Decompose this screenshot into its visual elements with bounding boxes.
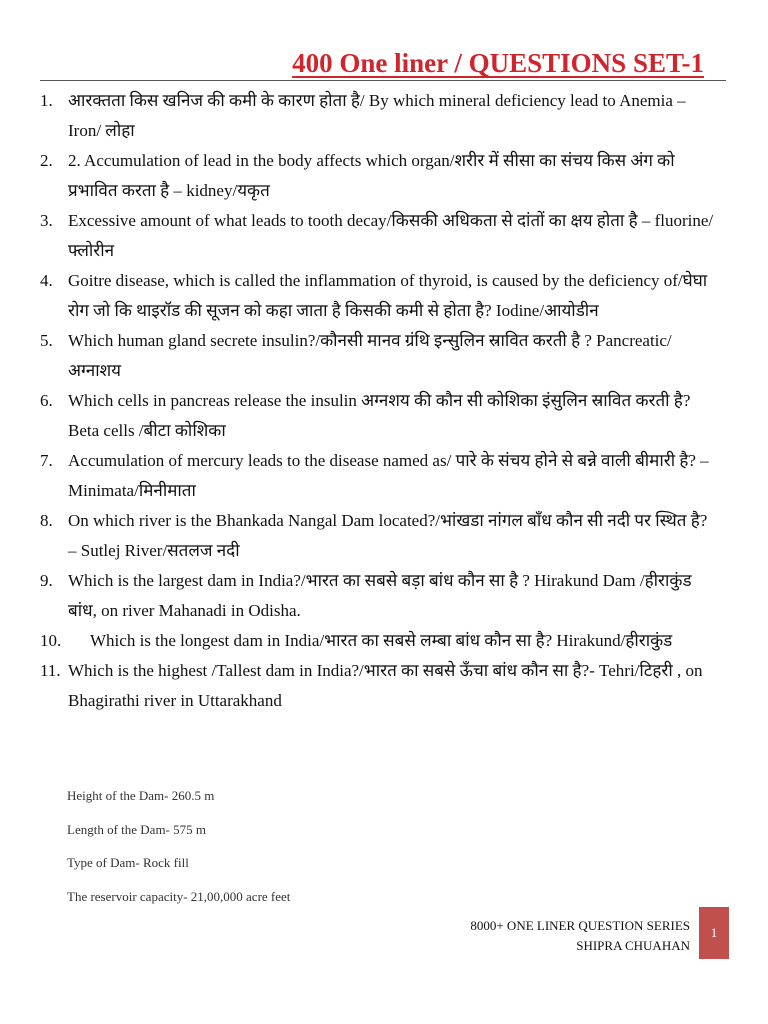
- question-text: 2. Accumulation of lead in the body affects which organ/शरीर में सीसा का संचय किस अंग को प्रभावित करता है – kidney/यकृत: [68, 151, 675, 200]
- question-item: [40, 566, 720, 626]
- footer: [470, 916, 690, 956]
- question-text: On which river is the Bhankada Nangal Dam located?/भांखडा नांगल बाँध कौन सी नदी पर स्थित है? – Sutlej River/सतलज नदी: [68, 511, 708, 560]
- question-number: 3.: [40, 211, 53, 230]
- question-text: Excessive amount of what leads to tooth decay/किसकी अधिकता से दांतों का क्षय होता है – fluorine/फ्लोरीन: [68, 211, 714, 260]
- question-item: [40, 146, 720, 206]
- title-divider: [40, 80, 726, 81]
- document-title: 400 One liner / QUESTIONS SET-1: [292, 48, 704, 78]
- question-item: [40, 266, 720, 326]
- question-number: 1.: [40, 91, 53, 110]
- question-text: Which is the highest /Tallest dam in India?/भारत का सबसे ऊँचा बांध कौन सा है?- Tehri/टिहरी , on Bhagirathi river in Uttarakhand: [68, 661, 703, 710]
- question-number: 5.: [40, 331, 53, 350]
- dam-type: Type of Dam- Rock fill: [67, 855, 189, 870]
- page-number-badge: 1: [699, 907, 729, 959]
- dam-length: Length of the Dam- 575 m: [67, 821, 206, 837]
- footer-author: SHIPRA CHUAHAN: [576, 938, 690, 953]
- question-text: Accumulation of mercury leads to the disease named as/ पारे के संचय होने से बन्ने वाली बीमारी है? – Minimata/मिनीमाता: [68, 451, 709, 500]
- question-number: 6.: [40, 391, 53, 410]
- question-item: [40, 326, 720, 386]
- question-item: [40, 506, 720, 566]
- question-item: [40, 656, 720, 716]
- question-item: [40, 86, 720, 146]
- question-text: Which is the largest dam in India?/भारत का सबसे बड़ा बांध कौन सा है ? Hirakund Dam /हीराकुंड बांध, on river Mahanadi in Odisha.: [68, 571, 692, 620]
- question-text: आरक्तता किस खनिज की कमी के कारण होता है/ By which mineral deficiency lead to Anemia – Iron/ लोहा: [68, 91, 686, 140]
- question-text: Which cells in pancreas release the insulin अग्नशय की कौन सी कोशिका इंसुलिन स्रावित करती है? Beta cells /बीटा कोशिका: [68, 391, 691, 440]
- question-item: [40, 626, 720, 656]
- question-text: Goitre disease, which is called the inflammation of thyroid, is caused by the deficiency of/घेघा रोग जो कि थाइरॉड की सूजन को कहा जाता है किसकी कमी से होता है? Iodine/आयोडीन: [68, 271, 708, 320]
- question-number: 2.: [40, 151, 53, 170]
- question-text: Which is the longest dam in India/भारत का सबसे लम्बा बांध कौन सा है? Hirakund/हीराकुंड: [90, 631, 673, 650]
- question-number: 10.: [40, 631, 62, 650]
- question-item: [40, 206, 720, 266]
- question-number: 4.: [40, 271, 53, 290]
- dam-details: [67, 785, 290, 919]
- question-number: 11.: [40, 661, 61, 680]
- question-item: [40, 386, 720, 446]
- question-list: [40, 86, 720, 716]
- reservoir-capacity: The reservoir capacity- 21,00,000 acre feet: [67, 888, 291, 904]
- question-number: 9.: [40, 571, 53, 590]
- question-text: Which human gland secrete insulin?/कौनसी मानव ग्रंथि इन्सुलिन स्रावित करती है ? Pancreatic/अग्नाशय: [68, 331, 672, 380]
- question-number: 7.: [40, 451, 53, 470]
- dam-height: Height of the Dam- 260.5 m: [67, 788, 215, 803]
- question-number: 8.: [40, 511, 53, 530]
- question-item: [40, 446, 720, 506]
- footer-series: 8000+ ONE LINER QUESTION SERIES: [470, 918, 690, 933]
